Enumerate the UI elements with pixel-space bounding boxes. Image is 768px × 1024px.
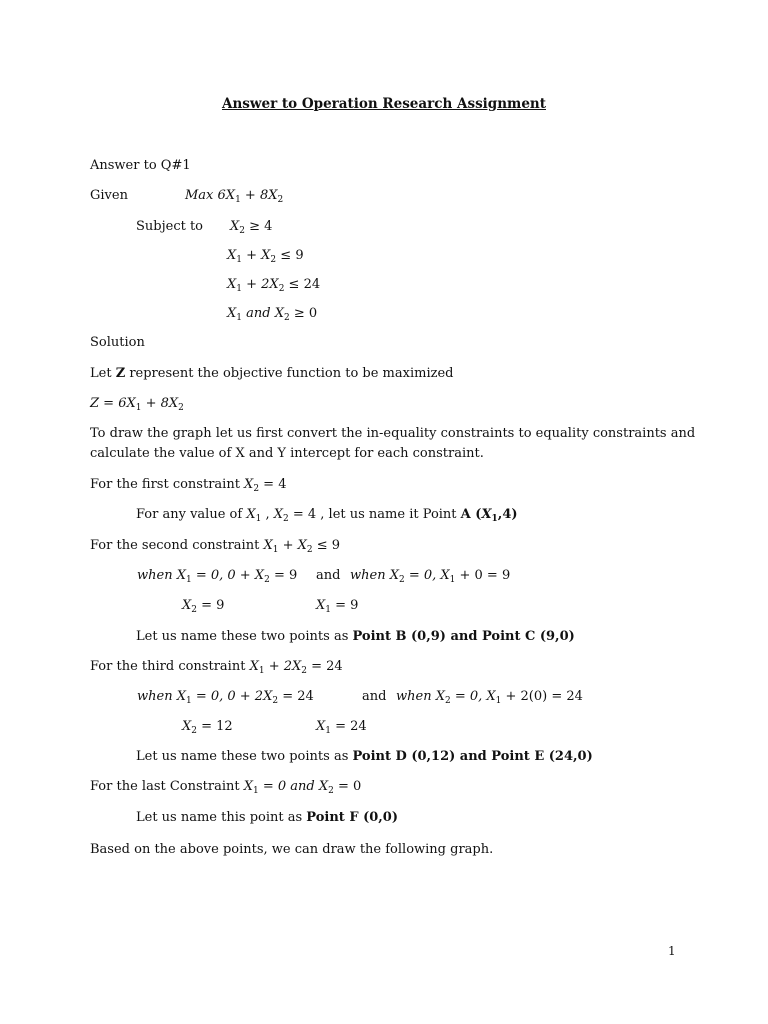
third-when-x2: when $X_2 = 0$, $X_1 + 2(0) = 24$ <box>396 689 583 706</box>
subject-to-label: Subject to <box>136 219 204 234</box>
document-title: Answer to Operation Research Assignment <box>222 96 546 112</box>
page-number: 1 <box>668 944 676 958</box>
closing-text: Based on the above points, we can draw the following graph. <box>90 842 494 857</box>
second-when-x2: when $X_2 = 0$, $X_1 + 0 = 9$ <box>350 568 511 585</box>
second-when-x1: when $X_1 = 0$, $0 + X_2 = 9$ <box>137 568 298 585</box>
solution-heading: Solution <box>90 335 145 350</box>
second-constraint-text: For the second constraint $X_1 + X_2 \le 9$ <box>90 538 341 555</box>
second-result-x2: $X_2 = 9$ <box>182 598 225 615</box>
second-and: and <box>316 568 341 583</box>
intro-line-2: calculate the value of X and Y intercept for each constraint. <box>90 446 484 461</box>
let-z-text: Let Z represent the objective function to be maximized <box>90 366 454 381</box>
intro-line-1: To draw the graph let us first convert the in-equality constraints to equality constraints and <box>90 426 696 441</box>
last-point-name: Let us name this point as Point F (0,0) <box>136 810 398 825</box>
z-equation: $Z = 6X_1 + 8X_2$ <box>90 396 184 413</box>
first-constraint-point: For any value of $X_1$ , $X_2 = 4$ , let us name it Point A $(X_1,4)$ <box>136 507 518 524</box>
third-points-name: Let us name these two points as Point D (0,12) and Point E (24,0) <box>136 749 593 764</box>
answer-heading: Answer to Q#1 <box>90 158 191 173</box>
third-constraint-text: For the third constraint $X_1 + 2X_2 = 24$ <box>90 659 343 676</box>
third-and: and <box>362 689 387 704</box>
last-constraint-text: For the last Constraint $X_1 = 0$ and $X_2 = 0$ <box>90 779 362 796</box>
constraint-2: $X_1 + X_2 \le 9$ <box>227 248 304 265</box>
third-result-x1: $X_1 = 24$ <box>316 719 367 736</box>
constraint-3: $X_1 + 2X_2 \le 24$ <box>227 277 321 294</box>
constraint-1: $X_2 \ge 4$ <box>230 219 273 236</box>
constraint-4: $X_1$ and $X_2 \ge 0$ <box>227 306 318 323</box>
given-label: Given <box>90 188 128 203</box>
third-result-x2: $X_2 = 12$ <box>182 719 233 736</box>
first-constraint-text: For the first constraint $X_2 = 4$ <box>90 477 287 494</box>
third-when-x1: when $X_1 = 0$, $0 + 2X_2 = 24$ <box>137 689 314 706</box>
objective-function: Max $6X_1 + 8X_2$ <box>185 188 284 205</box>
second-points-name: Let us name these two points as Point B (0,9) and Point C (9,0) <box>136 629 575 644</box>
second-result-x1: $X_1 = 9$ <box>316 598 359 615</box>
